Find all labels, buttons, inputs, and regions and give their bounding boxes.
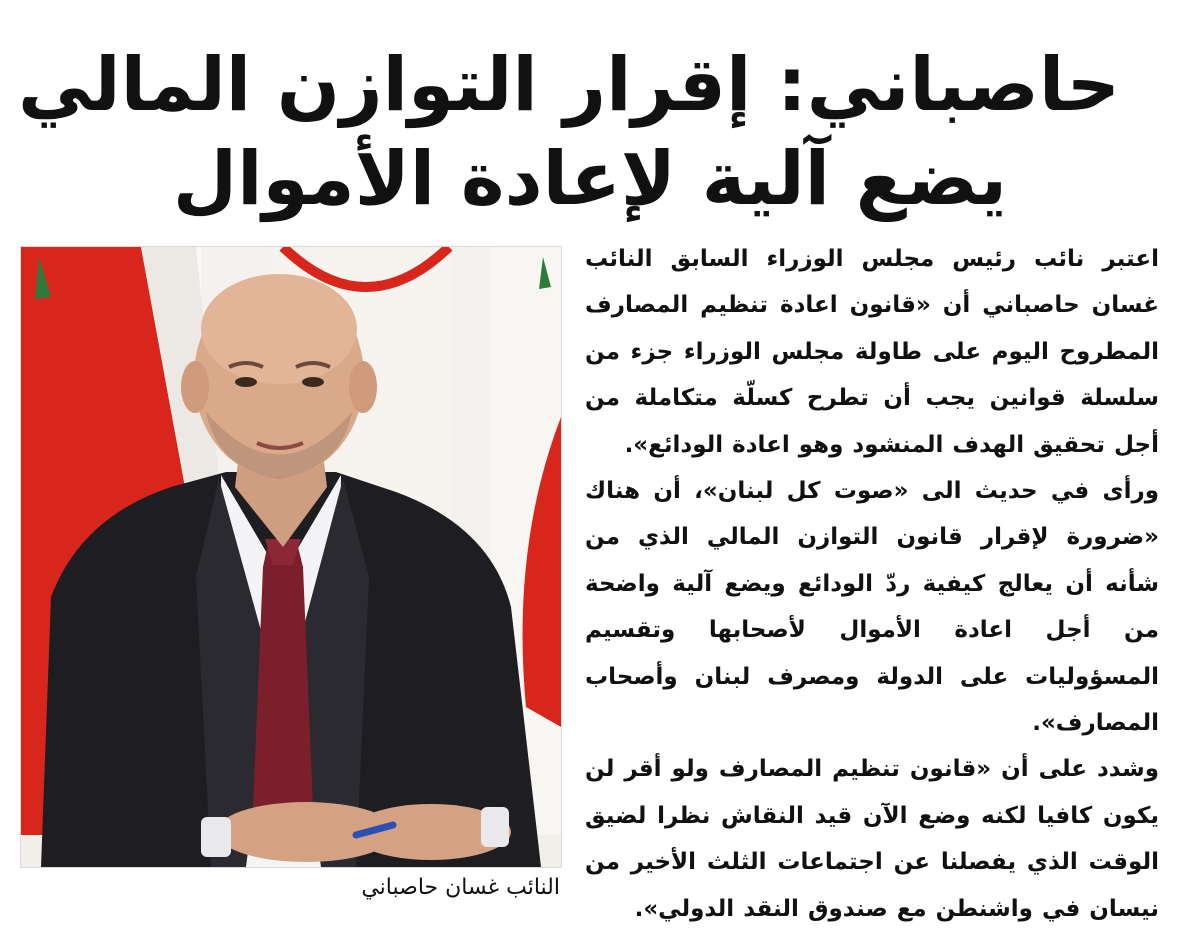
article-body	[585, 236, 1159, 932]
article-photo	[20, 246, 562, 868]
headline-line-1: حاصباني: إقرار التوازن المالي	[17, 42, 1120, 128]
paragraph-1: اعتبر نائب رئيس مجلس الوزراء السابق النائب غسان حاصباني أن «قانون اعادة تنظيم المصارف المطروح اليوم على طاولة مجلس الوزراء جزء من سلسلة قوانين يجب أن تطرح كسلّة متكاملة من أجل تحقيق الهدف المنشود وهو اعادة الودائع».	[585, 246, 1159, 458]
photo-caption: النائب غسان حاصباني	[361, 875, 560, 900]
headline-line-2: يضع آلية لإعادة الأموال	[172, 136, 1008, 222]
paragraph-2: ورأى في حديث الى «صوت كل لبنان»، أن هناك «ضرورة لإقرار قانون التوازن المالي الذي من شأنه أن يعالج كيفية ردّ الودائع ويضع آلية واضحة من أجل اعادة الأموال لأصحابها وتقسيم المسؤوليات على الدولة ومصرف لبنان وأصحاب المصارف».	[585, 478, 1159, 737]
portrait-illustration	[21, 247, 561, 867]
headline	[17, 38, 1120, 226]
paragraph-3: وشدد على أن «قانون تنظيم المصارف ولو أقر لن يكون كافيا لكنه وضع الآن قيد النقاش نظرا لضيق الوقت الذي يفصلنا عن اجتماعات الثلث الأخير من نيسان في واشنطن مع صندوق النقد الدولي».	[585, 756, 1159, 922]
